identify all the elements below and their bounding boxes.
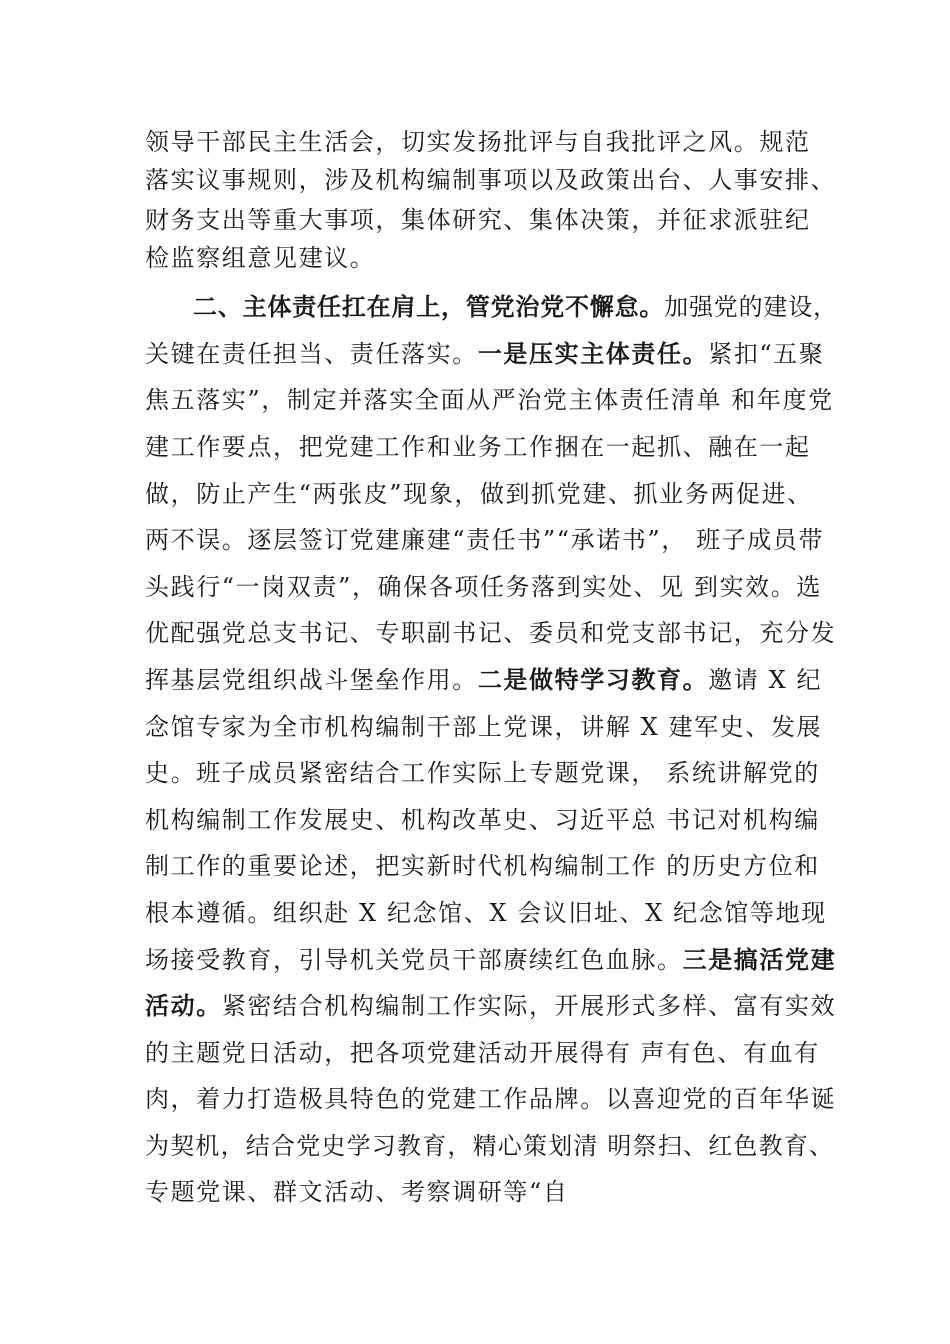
text-run: 机构编制工作发展史、机构改革史、习近平总 书记对机构编 <box>145 806 820 834</box>
text-line <box>145 165 836 195</box>
text-run: 专题党课、群文活动、考察调研等“自 <box>145 1178 569 1206</box>
text-line <box>145 479 813 509</box>
text-line <box>145 712 822 742</box>
text-line <box>145 339 825 369</box>
text-line <box>145 945 836 975</box>
text-run: 优配强党总支书记、专职副书记、委员和党支部书记，充分发 <box>145 619 837 647</box>
text-run: 制工作的重要论述，把实新时代机构编制工作 的历史方位和 <box>145 852 820 880</box>
text-line <box>145 1038 820 1068</box>
text-line <box>145 805 820 835</box>
text-line <box>145 665 822 695</box>
section-heading-line <box>193 292 838 322</box>
text-run: 场接受教育，引导机关党员干部赓续红色血脉。 <box>145 946 683 974</box>
text-line <box>145 618 836 648</box>
text-run: 的主题党日活动，把各项党建活动开展得有 声有色、有血有 <box>145 1039 820 1067</box>
text-run: 挥基层党组织战斗堡垒作用。 <box>145 666 478 694</box>
text-line <box>145 991 836 1021</box>
text-run: 关键在责任担当、责任落实。 <box>145 340 478 368</box>
text-run: 做，防止产生“两张皮”现象，做到抓党建、抓业务两促进、 <box>145 480 813 508</box>
subheading-run: 活动。 <box>145 991 222 1020</box>
text-line <box>145 1131 834 1161</box>
text-line <box>145 758 820 788</box>
text-line <box>145 898 827 928</box>
subheading-run: 三是搞活党建 <box>682 945 837 974</box>
text-line <box>145 572 822 602</box>
text-line <box>145 525 824 555</box>
text-line <box>145 127 811 157</box>
text-run: 紧密结合机构编制工作实际，开展形式多样、富有实效 <box>221 992 837 1020</box>
text-run: 加强党的建设， <box>664 293 838 321</box>
text-line <box>145 1084 836 1114</box>
text-run: 两不误。逐层签订党建廉建“责任书”“承诺书”， 班子成员带 <box>145 526 825 554</box>
text-run: 建工作要点，把党建工作和业务工作捆在一起抓、融在一起 <box>145 433 811 461</box>
text-line <box>145 243 375 273</box>
text-run: 财务支出等重大事项，集体研究、集体决策，并征求派驻纪 <box>145 206 811 234</box>
text-run: 为契机，结合党史学习教育，精心策划清 明祭扫、红色教育、 <box>145 1132 835 1160</box>
text-run: 头践行“一岗双责”，确保各项任务落到实处、见 到实效。选 <box>145 573 822 601</box>
subheading-run: 二是做特学习教育。 <box>477 665 709 694</box>
text-run: 焦五落实”，制定并落实全面从严治党主体责任清单 和年度党 <box>145 386 834 414</box>
text-run: 念馆专家为全市机构编制干部上党课，讲解 X 建军史、发展 <box>145 713 823 741</box>
text-run: 肉，着力打造极具特色的党建工作品牌。以喜迎党的百年华诞 <box>145 1085 837 1113</box>
text-line <box>145 385 834 415</box>
text-line <box>145 432 811 462</box>
text-run: 邀请 X 纪 <box>708 666 823 694</box>
text-run: 检监察组意见建议。 <box>145 244 376 272</box>
subheading-run: 一是压实主体责任。 <box>477 339 709 368</box>
text-run: 落实议事规则，涉及机构编制事项以及政策出台、人事安排、 <box>145 166 837 194</box>
text-line <box>145 851 820 881</box>
text-line <box>145 1177 568 1207</box>
section-heading: 二、主体责任扛在肩上，管党治党不懈怠。 <box>193 292 665 321</box>
text-run: 史。班子成员紧密结合工作实际上专题党课， 系统讲解党的 <box>145 759 820 787</box>
text-line <box>145 205 811 235</box>
text-run: 根本遵循。组织赴 X 纪念馆、X 会议旧址、X 纪念馆等地现 <box>145 899 827 927</box>
text-run: 领导干部民主生活会，切实发扬批评与自我批评之风。规范 <box>145 128 811 156</box>
text-run: 紧扣“五聚 <box>708 340 825 368</box>
